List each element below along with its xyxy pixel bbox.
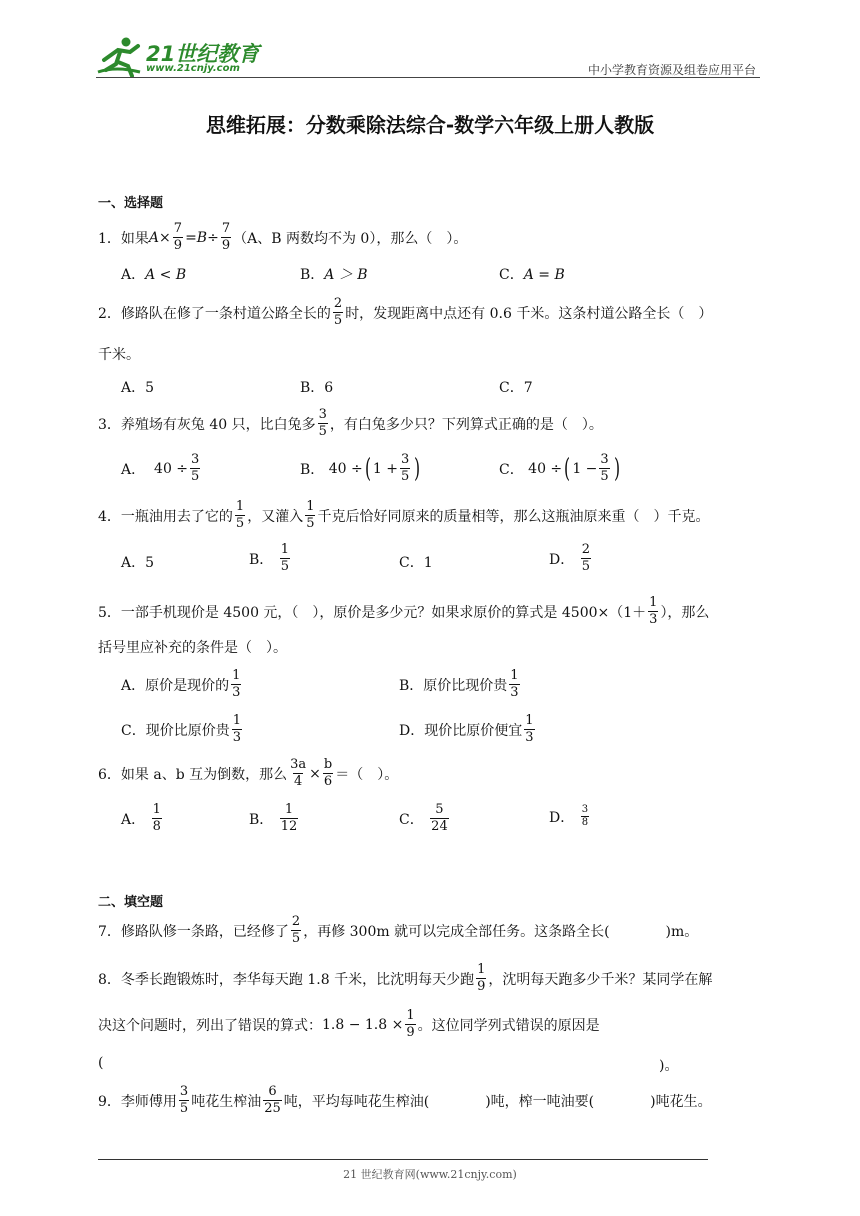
- q1-option-c[interactable]: C．A = B: [499, 267, 565, 283]
- question-2: 2．修路队在修了一条村道公路全长的 $\frac{2}{5}$ 时，发现距离中点还有 0.6 千米。这条村道公路全长（ ）: [98, 296, 713, 328]
- fraction: $\frac{3}{5}$: [401, 452, 410, 484]
- q1-option-a[interactable]: A．A < B: [121, 267, 187, 283]
- question-5: 5．一部手机现价是 4500 元，（ ），原价是多少元？如果求原价的算式是 4500×（1＋ $\frac{1}{3}$ ），那么: [98, 595, 710, 627]
- q3-option-c[interactable]: C． 40 ÷ ( 1 − $\frac{3}{5}$ ): [499, 452, 620, 484]
- logo: [96, 36, 266, 80]
- fraction: $\frac{1}{5}$: [280, 542, 290, 574]
- platform-name: 中小学教育资源及组卷应用平台: [587, 63, 756, 77]
- logo-text: 21世纪教育: [146, 42, 260, 66]
- section-choice: 一、选择题: [98, 196, 164, 211]
- fraction: $\frac{1}{9}$: [477, 962, 486, 994]
- q5-option-a[interactable]: A．原价是现价的 $\frac{1}{3}$: [121, 668, 241, 700]
- fraction: $\frac{1}{5}$: [306, 499, 315, 531]
- fraction: $\frac{1}{8}$: [152, 802, 161, 834]
- q6-option-d[interactable]: D． $\frac{3}{8}$: [549, 804, 589, 828]
- fraction: $\frac{1}{9}$: [406, 1008, 415, 1040]
- fraction: $\frac{6}{25}$: [264, 1084, 281, 1116]
- q2-option-b[interactable]: B．6: [300, 380, 334, 396]
- section-fill: 二、填空题: [98, 895, 164, 910]
- q5-option-d[interactable]: D．现价比原价便宜 $\frac{1}{3}$: [399, 713, 534, 745]
- q3-option-a[interactable]: A． 40 ÷ $\frac{3}{5}$: [121, 452, 200, 484]
- q1-option-b[interactable]: B．A ＞ B: [300, 267, 368, 283]
- fraction: $\frac{5}{24}$: [431, 802, 448, 834]
- fraction: $\frac{3}{5}$: [600, 452, 609, 484]
- fraction: $\frac{3}{8}$: [581, 804, 589, 828]
- q6-option-a[interactable]: A． $\frac{1}{8}$: [121, 802, 161, 834]
- header-divider: [96, 77, 760, 78]
- question-8: 8．冬季长跑锻炼时，李华每天跑 1.8 千米，比沈明每天少跑 $\frac{1}{9}$ ，沈明每天跑多少千米？某同学在解: [98, 962, 713, 994]
- q4-option-b[interactable]: B． $\frac{1}{5}$: [249, 542, 290, 574]
- q2-option-c[interactable]: C．7: [499, 380, 533, 396]
- fraction: $\frac{2}{5}$: [333, 296, 343, 328]
- fraction: $\frac{3}{5}$: [318, 407, 327, 439]
- q3-option-b[interactable]: B． 40 ÷ ( 1 + $\frac{3}{5}$ ): [300, 452, 421, 484]
- page-title: 思维拓展：分数乘除法综合-数学六年级上册人教版: [205, 113, 655, 137]
- fraction: $\frac{7}{9}$: [221, 221, 231, 253]
- question-2-line2: 千米。: [98, 347, 140, 363]
- q6-option-b[interactable]: B． $\frac{1}{12}$: [249, 802, 298, 834]
- q6-option-c[interactable]: C． $\frac{5}{24}$: [399, 802, 448, 834]
- q2-option-a[interactable]: A．5: [121, 380, 155, 396]
- q4-option-d[interactable]: D． $\frac{2}{5}$: [549, 542, 590, 574]
- question-1: 1．如果 A × $\frac{7}{9}$ = B ÷ $\frac{7}{9}$ （A、B 两数均不为 0），那么（ ）。: [98, 221, 468, 253]
- fraction: $\frac{1}{12}$: [280, 802, 298, 834]
- question-6: 6．如果 a、b 互为倒数，那么 $\frac{3a}{4}$ × $\frac{b}{6}$ ＝（ ）。: [98, 757, 399, 789]
- question-8-line2: 决这个问题时，列出了错误的算式： 1.8 − 1.8 × $\frac{1}{9}$ 。这位同学列式错误的原因是: [98, 1008, 600, 1040]
- fraction: $\frac{1}{3}$: [510, 668, 519, 700]
- footer-divider: [98, 1159, 708, 1160]
- question-7: 7．修路队修一条路，已经修了 $\frac{2}{5}$ ，再修 300m 就可以完成全部任务。这条路全长( )m。: [98, 914, 699, 946]
- q4-option-c[interactable]: C．1: [399, 555, 433, 571]
- question-5-line2: 括号里应补充的条件是（ ）。: [98, 640, 287, 656]
- fraction: $\frac{1}{3}$: [525, 713, 534, 745]
- logo-url: www.21cnjy.com: [146, 63, 240, 74]
- question-9: 9．李师傅用 $\frac{3}{5}$ 吨花生榨油 $\frac{6}{25}$ 吨，平均每吨花生榨油( )吨，榨一吨油要( )吨花生。: [98, 1084, 712, 1116]
- footer-text: 21 世纪教育网(www.21cnjy.com): [343, 1168, 517, 1181]
- q8-answer-open: (: [98, 1055, 104, 1071]
- q8-answer-close: )。: [659, 1058, 679, 1074]
- fraction: $\frac{3}{5}$: [179, 1084, 189, 1116]
- fraction: $\frac{1}{5}$: [235, 499, 245, 531]
- question-3: 3．养殖场有灰兔 40 只，比白兔多 $\frac{3}{5}$ ，有白兔多少只？下列算式正确的是（ ）。: [98, 407, 603, 439]
- fraction: $\frac{b}{6}$: [323, 757, 333, 789]
- fraction: $\frac{3}{5}$: [191, 452, 200, 484]
- fraction: $\frac{7}{9}$: [173, 221, 183, 253]
- fraction: $\frac{1}{3}$: [232, 668, 241, 700]
- fraction: $\frac{2}{5}$: [581, 542, 590, 574]
- fraction: $\frac{3a}{4}$: [290, 757, 307, 789]
- fraction: $\frac{2}{5}$: [291, 914, 301, 946]
- question-4: 4．一瓶油用去了它的 $\frac{1}{5}$ ，又灌入 $\frac{1}{5}$ 千克后恰好同原来的质量相等，那么这瓶油原来重（ ）千克。: [98, 499, 710, 531]
- q5-option-c[interactable]: C．现价比原价贵 $\frac{1}{3}$: [121, 713, 241, 745]
- q4-option-a[interactable]: A．5: [121, 555, 155, 571]
- fraction: $\frac{1}{3}$: [232, 713, 241, 745]
- fraction: $\frac{1}{3}$: [649, 595, 658, 627]
- q5-option-b[interactable]: B．原价比现价贵 $\frac{1}{3}$: [399, 668, 519, 700]
- runner-logo-icon: [96, 36, 144, 78]
